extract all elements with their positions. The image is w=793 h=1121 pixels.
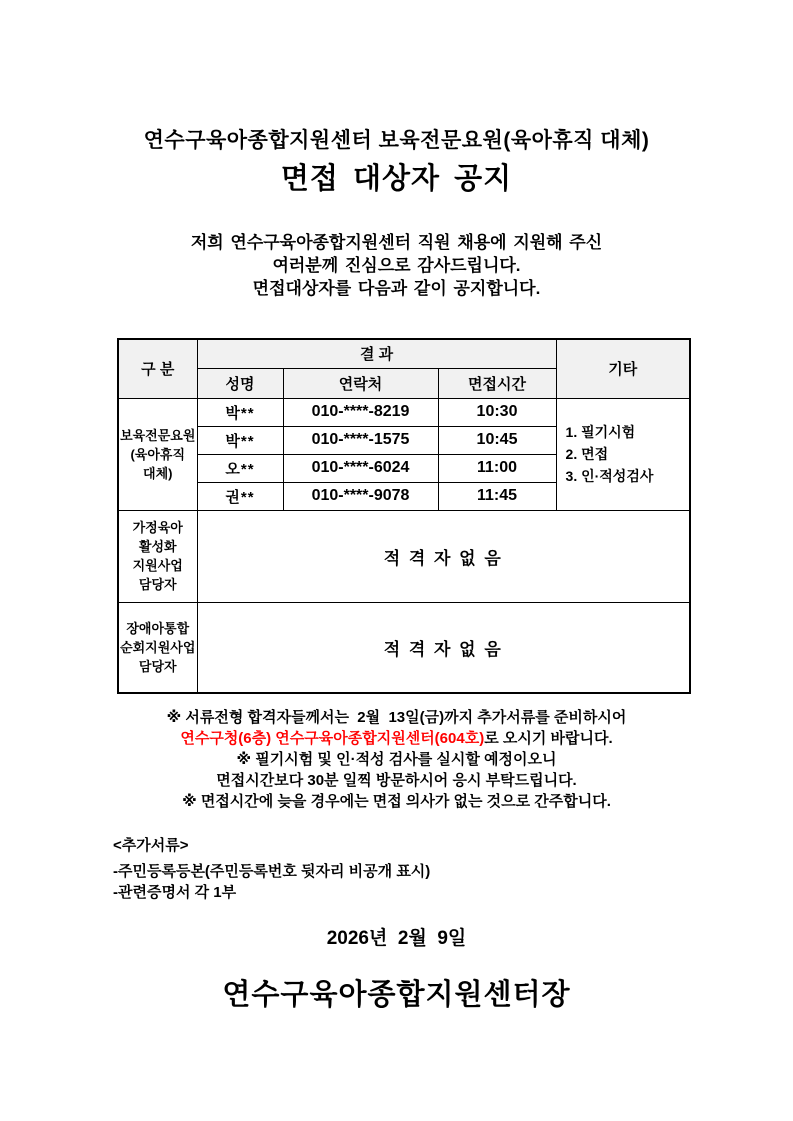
note-line-late: ※ 면접시간에 늦을 경우에는 면접 의사가 없는 것으로 간주합니다.: [182, 793, 611, 810]
document-date: 2026년 2월 9일: [326, 928, 467, 949]
header-cell-category: 구 분: [118, 339, 197, 398]
interview-time: 10:45: [438, 426, 556, 454]
intro-line: 면접대상자를 다음과 같이 공지합니다.: [252, 279, 541, 298]
intro-paragraph: [0, 231, 793, 300]
category-line: 대체): [143, 465, 173, 481]
location-highlight: 연수구청(6층) 연수구육아종합지원센터(604호): [180, 730, 485, 747]
intro-line: 여러분께 진심으로 감사드립니다.: [272, 256, 521, 275]
interview-result-table: [117, 338, 691, 694]
header-cell-result: 결 과: [197, 339, 556, 368]
header-cell-time: 면접시간: [438, 368, 556, 398]
interview-time: 10:30: [438, 398, 556, 426]
no-qualified-result: 적 격 자 없 음: [197, 602, 690, 693]
category-line: (육아휴직: [130, 446, 186, 462]
candidate-name: 권**: [197, 482, 283, 510]
etc-line: 2. 면접: [565, 446, 609, 462]
note-line-early-arrival: 면접시간보다 30분 일찍 방문하시어 응시 부탁드립니다.: [216, 772, 577, 789]
notes-block: [0, 707, 793, 812]
candidate-contact: 010-****-9078: [283, 482, 438, 510]
document-title-line2: 면접 대상자 공지: [280, 163, 513, 195]
header-cell-contact: 연락처: [283, 368, 438, 398]
category-line: 담당자: [138, 577, 177, 592]
header-cell-name: 성명: [197, 368, 283, 398]
category-line: 가정육아: [132, 520, 183, 535]
note-line-test: ※ 필기시험 및 인·적성 검사를 실시할 예정이오니: [236, 751, 557, 768]
signature-center-director: 연수구육아종합지원센터장: [222, 979, 571, 1011]
extra-document-item: -관련증명서 각 1부: [113, 884, 237, 901]
candidate-name: 오**: [197, 454, 283, 482]
interview-time: 11:45: [438, 482, 556, 510]
table-header-row-1: [118, 339, 690, 368]
interview-time: 11:00: [438, 454, 556, 482]
category-line: 보육전문요원: [120, 427, 196, 443]
extra-documents-block: [113, 834, 430, 903]
table-row-home-childcare: [118, 510, 690, 602]
candidate-contact: 010-****-1575: [283, 426, 438, 454]
category-cell-home-childcare: [118, 510, 197, 602]
candidate-name: 박**: [197, 426, 283, 454]
table-row: [118, 398, 690, 426]
category-line: 활성화: [138, 539, 177, 554]
extra-document-item: -주민등록등본(주민등록번호 뒷자리 비공개 표시): [113, 863, 431, 880]
intro-line: 저희 연수구육아종합지원센터 직원 채용에 지원해 주신: [190, 233, 603, 252]
table-row-disabled-integration: [118, 602, 690, 693]
etc-cell: [556, 398, 690, 510]
no-qualified-result: 적 격 자 없 음: [197, 510, 690, 602]
extra-documents-title: <추가서류>: [113, 837, 189, 854]
header-cell-etc: 기타: [556, 339, 690, 398]
candidate-contact: 010-****-8219: [283, 398, 438, 426]
category-line: 장애아통합: [126, 620, 190, 636]
note-line-location: [0, 728, 793, 749]
candidate-name: 박**: [197, 398, 283, 426]
etc-line: 3. 인·적성검사: [565, 468, 654, 484]
category-line: 순회지원사업: [120, 639, 196, 655]
category-cell-childcare-specialist: [118, 398, 197, 510]
candidate-contact: 010-****-6024: [283, 454, 438, 482]
document-title-line1: 연수구육아종합지원센터 보육전문요원(육아휴직 대체): [143, 129, 650, 152]
category-cell-disabled-integration: [118, 602, 197, 693]
category-line: 담당자: [138, 658, 177, 674]
note-line-documents: ※ 서류전형 합격자들께서는 2월 13일(금)까지 추가서류를 준비하시어: [166, 709, 627, 726]
category-line: 지원사업: [132, 558, 183, 573]
location-suffix: 로 오시기 바랍니다.: [484, 730, 613, 747]
etc-line: 1. 필기시험: [565, 424, 636, 440]
